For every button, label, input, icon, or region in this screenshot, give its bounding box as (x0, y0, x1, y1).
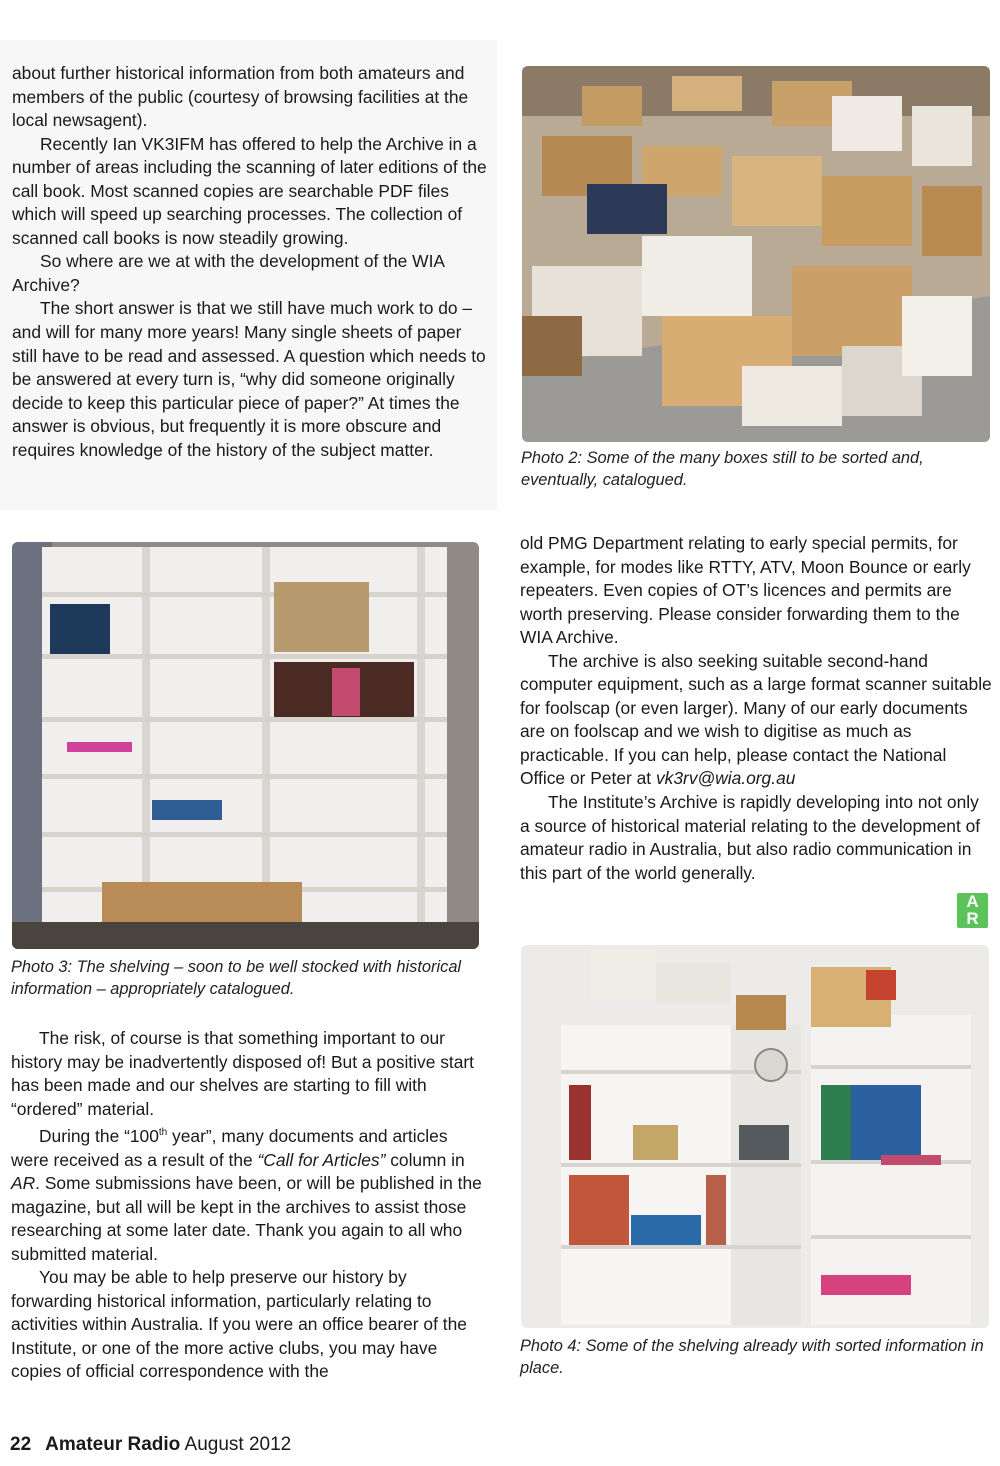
page-number: 22 (10, 1434, 32, 1455)
photo-3-shelving (12, 542, 479, 949)
superscript-th: th (158, 1127, 168, 1139)
paragraph-6-text: The archive is also seeking suitable second-hand computer equipment, such as a large format scanner suitable for foolscap (or even larger). Many of our early documents are on foolscap and we wish to digitise as much as practicable. If you can help, please contact the National Office or Peter at (520, 650, 992, 789)
paragraph-1: about further historical information from both amateurs and members of the public (courtesy of browsing facilities at the local newsagent). (12, 63, 469, 131)
paragraph-9-end: . Some submissions have been, or will be published in the magazine, but all will be kept in the archives to assist those researching at some later date. Thank you again to all who submitted material. (11, 1173, 482, 1264)
photo-3-caption: Photo 3: The shelving – soon to be well stocked with historical information – appropriately catalogued. (11, 958, 462, 998)
paragraph-9-start: During the “100 (39, 1125, 159, 1146)
photo-2-boxes (522, 66, 990, 442)
ar-end-logo (957, 893, 988, 928)
article-column-right (520, 532, 992, 885)
paragraph-10: You may be able to help preserve our history by forwarding historical information, particularly relating to activities within Australia. If you were an office bearer of the Institute, or one of the more active clubs, you may have copies of official correspondence with the (11, 1267, 467, 1382)
photo-4-shelving (521, 945, 989, 1328)
ar-logo-letter-a: A (966, 892, 979, 911)
ar-magazine-abbrev: AR (11, 1173, 36, 1194)
paragraph-9 (11, 1121, 489, 1266)
paragraph-8: The risk, of course is that something important to our history may be inadvertently disposed of! But a positive start has been made and our shelves are starting to fill with “ordered” material. (11, 1028, 475, 1119)
paragraph-5: old PMG Department relating to early special permits, for example, for modes like RTTY, ATV, Moon Bounce or early repeaters. Even copies of OT’s licences and permits are worth preserving. Please consider forwarding them to the WIA Archive. (520, 533, 971, 648)
magazine-name: Amateur Radio (45, 1434, 181, 1455)
article-column-left-bottom (11, 1027, 489, 1384)
issue-date: August 2012 (184, 1434, 292, 1455)
contact-email[interactable]: vk3rv@wia.org.au (655, 768, 796, 789)
photo-2-caption: Photo 2: Some of the many boxes still to be sorted and, eventually, catalogued. (521, 449, 924, 489)
photo-4-caption: Photo 4: Some of the shelving already with sorted information in place. (520, 1337, 984, 1377)
paragraph-4: The short answer is that we still have much work to do – and will for many more years! Many single sheets of paper still have to be read and assessed. A question which needs to be answered at every turn is, “why did someone originally decide to keep this particular piece of paper?” At times the answer is obvious, but frequently it is more obscure and requires knowledge of the history of the subject matter. (12, 298, 486, 460)
paragraph-7: The Institute’s Archive is rapidly developing into not only a source of historical material relating to the development of amateur radio in Australia, but also radio communication in this part of the world generally. (520, 792, 981, 883)
paragraph-3: So where are we at with the development of the WIA Archive? (12, 251, 445, 295)
paragraph-2: Recently Ian VK3IFM has offered to help the Archive in a number of areas including the scanning of later editions of the call book. Most scanned copies are searchable PDF files which will speed up searching processes. The collection of scanned call books is now steadily growing. (12, 133, 487, 248)
call-for-articles-title: “Call for Articles” (257, 1149, 386, 1170)
paragraph-9-mid: year”, many documents and articles were received as a result of the (11, 1125, 448, 1170)
paragraph-6 (520, 650, 992, 791)
page-footer (10, 1434, 291, 1456)
ar-logo-letter-r: R (966, 909, 979, 928)
paragraph-9-mid2: column in (385, 1149, 465, 1170)
article-column-left-top (12, 62, 490, 462)
